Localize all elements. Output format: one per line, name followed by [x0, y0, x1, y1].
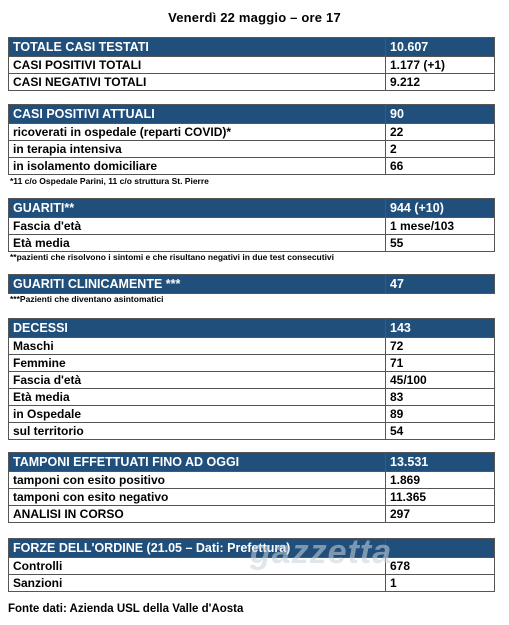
header-label: DECESSI	[9, 319, 386, 338]
row-value: 11.365	[386, 489, 495, 506]
table-row	[9, 158, 495, 175]
page-title: Venerdì 22 maggio – ore 17	[168, 10, 341, 25]
header-value	[386, 539, 495, 558]
row-label: in isolamento domiciliare	[9, 158, 386, 175]
table-row	[9, 141, 495, 158]
footnote: ***Pazienti che diventano asintomatici	[10, 294, 164, 304]
table-decessi	[8, 318, 495, 440]
table-guariti-clinicamente	[8, 274, 495, 294]
header-value: 143	[386, 319, 495, 338]
table-row	[9, 372, 495, 389]
row-value: 55	[386, 235, 495, 252]
row-value: 83	[386, 389, 495, 406]
row-label: Età media	[9, 235, 386, 252]
header-label: GUARITI**	[9, 199, 386, 218]
table-header	[9, 38, 495, 57]
table-row	[9, 235, 495, 252]
table-row	[9, 406, 495, 423]
row-label: in terapia intensiva	[9, 141, 386, 158]
table-row	[9, 506, 495, 523]
table-row	[9, 575, 495, 592]
table-header	[9, 539, 495, 558]
header-value: 13.531	[386, 453, 495, 472]
header-value: 944 (+10)	[386, 199, 495, 218]
table-row	[9, 74, 495, 91]
table-row	[9, 423, 495, 440]
table-row	[9, 355, 495, 372]
row-label: ricoverati in ospedale (reparti COVID)*	[9, 124, 386, 141]
table-row	[9, 489, 495, 506]
row-label: Età media	[9, 389, 386, 406]
header-value: 90	[386, 105, 495, 124]
table-forze-dell-ordine	[8, 538, 495, 592]
header-label: TAMPONI EFFETTUATI FINO AD OGGI	[9, 453, 386, 472]
table-row	[9, 218, 495, 235]
row-value: 1.177 (+1)	[386, 57, 495, 74]
row-label: CASI POSITIVI TOTALI	[9, 57, 386, 74]
table-row	[9, 389, 495, 406]
row-label: Fascia d'età	[9, 218, 386, 235]
header-value: 10.607	[386, 38, 495, 57]
row-label: Femmine	[9, 355, 386, 372]
table-casi-positivi-attuali	[8, 104, 495, 175]
table-tamponi	[8, 452, 495, 523]
row-label: ANALISI IN CORSO	[9, 506, 386, 523]
row-value: 2	[386, 141, 495, 158]
row-value: 297	[386, 506, 495, 523]
table-row	[9, 57, 495, 74]
table-guariti	[8, 198, 495, 252]
table-header	[9, 453, 495, 472]
header-label: TOTALE CASI TESTATI	[9, 38, 386, 57]
row-label: tamponi con esito positivo	[9, 472, 386, 489]
table-row	[9, 472, 495, 489]
row-value: 72	[386, 338, 495, 355]
row-value: 1	[386, 575, 495, 592]
row-value: 9.212	[386, 74, 495, 91]
header-label: CASI POSITIVI ATTUALI	[9, 105, 386, 124]
row-label: CASI NEGATIVI TOTALI	[9, 74, 386, 91]
table-header	[9, 199, 495, 218]
table-row	[9, 124, 495, 141]
table-row	[9, 338, 495, 355]
watermark: gazzetta	[250, 533, 393, 571]
row-value: 1 mese/103	[386, 218, 495, 235]
row-label: Maschi	[9, 338, 386, 355]
table-row	[9, 558, 495, 575]
row-value: 89	[386, 406, 495, 423]
row-label: Fascia d'età	[9, 372, 386, 389]
header-label: GUARITI CLINICAMENTE ***	[9, 275, 386, 294]
row-label: in Ospedale	[9, 406, 386, 423]
row-value: 22	[386, 124, 495, 141]
row-label: sul territorio	[9, 423, 386, 440]
row-value: 45/100	[386, 372, 495, 389]
header-value: 47	[386, 275, 495, 294]
row-value: 1.869	[386, 472, 495, 489]
header-label: FORZE DELL'ORDINE (21.05 – Dati: Prefettura)	[9, 539, 386, 558]
table-header	[9, 105, 495, 124]
row-value: 66	[386, 158, 495, 175]
table-header	[9, 319, 495, 338]
row-label: Controlli	[9, 558, 386, 575]
row-value: 54	[386, 423, 495, 440]
footnote: **pazienti che risolvono i sintomi e che risultano negativi in due test consecutivi	[10, 252, 335, 262]
row-label: tamponi con esito negativo	[9, 489, 386, 506]
table-totale-casi-testati	[8, 37, 495, 91]
table-header	[9, 275, 495, 294]
row-value: 678	[386, 558, 495, 575]
footnote: *11 c/o Ospedale Parini, 11 c/o struttura St. Pierre	[10, 176, 209, 186]
row-value: 71	[386, 355, 495, 372]
row-label: Sanzioni	[9, 575, 386, 592]
data-source: Fonte dati: Azienda USL della Valle d'Aosta	[8, 603, 244, 615]
